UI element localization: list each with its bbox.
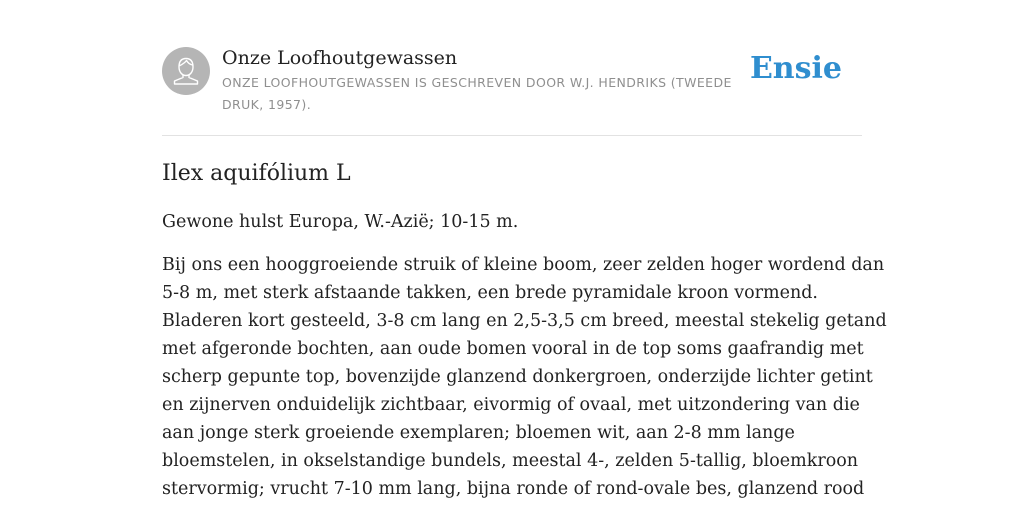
body-line: bloemstelen, in okselstandige bundels, meestal 4-, zelden 5-tallig, bloemkroon [162,451,859,471]
body-line: met afgeronde bochten, aan oude bomen vooral in de top soms gaafrandig met [162,339,864,359]
user-icon [162,47,210,95]
body-line: Bladeren kort gesteeld, 3-8 cm lang en 2,5-3,5 cm breed, meestal stekelig getand [162,311,887,331]
body-line: en zijnerven onduidelijk zichtbaar, eivormig of ovaal, met uitzondering van die [162,395,860,415]
avatar[interactable] [162,47,210,95]
entry-lead: Gewone hulst Europa, W.-Azië; 10-15 m. [162,212,519,232]
body-line: Bij ons een hooggroeiende struik of kleine boom, zeer zelden hoger wordend dan [162,255,885,275]
ensie-logo[interactable]: Ensie [749,51,842,86]
book-title[interactable]: Onze Loofhoutgewassen [222,47,458,69]
header-divider [162,135,862,136]
body-line: 5-8 m, met sterk afstaande takken, een brede pyramidale kroon vormend. [162,283,818,303]
book-description: ONZE LOOFHOUTGEWASSEN IS GESCHREVEN DOOR W.J. HENDRIKS (TWEEDE DRUK, 1957). [222,75,732,112]
entry-title: Ilex aquifólium L [162,161,351,186]
article [162,158,887,503]
body-line: aan jonge sterk groeiende exemplaren; bloemen wit, aan 2-8 mm lange [162,423,795,443]
entry-body [162,251,887,503]
body-line: stervormig; vrucht 7-10 mm lang, bijna ronde of rond-ovale bes, glanzend rood [162,479,865,499]
body-line: scherp gepunte top, bovenzijde glanzend donkergroen, onderzijde lichter getint [162,367,873,387]
